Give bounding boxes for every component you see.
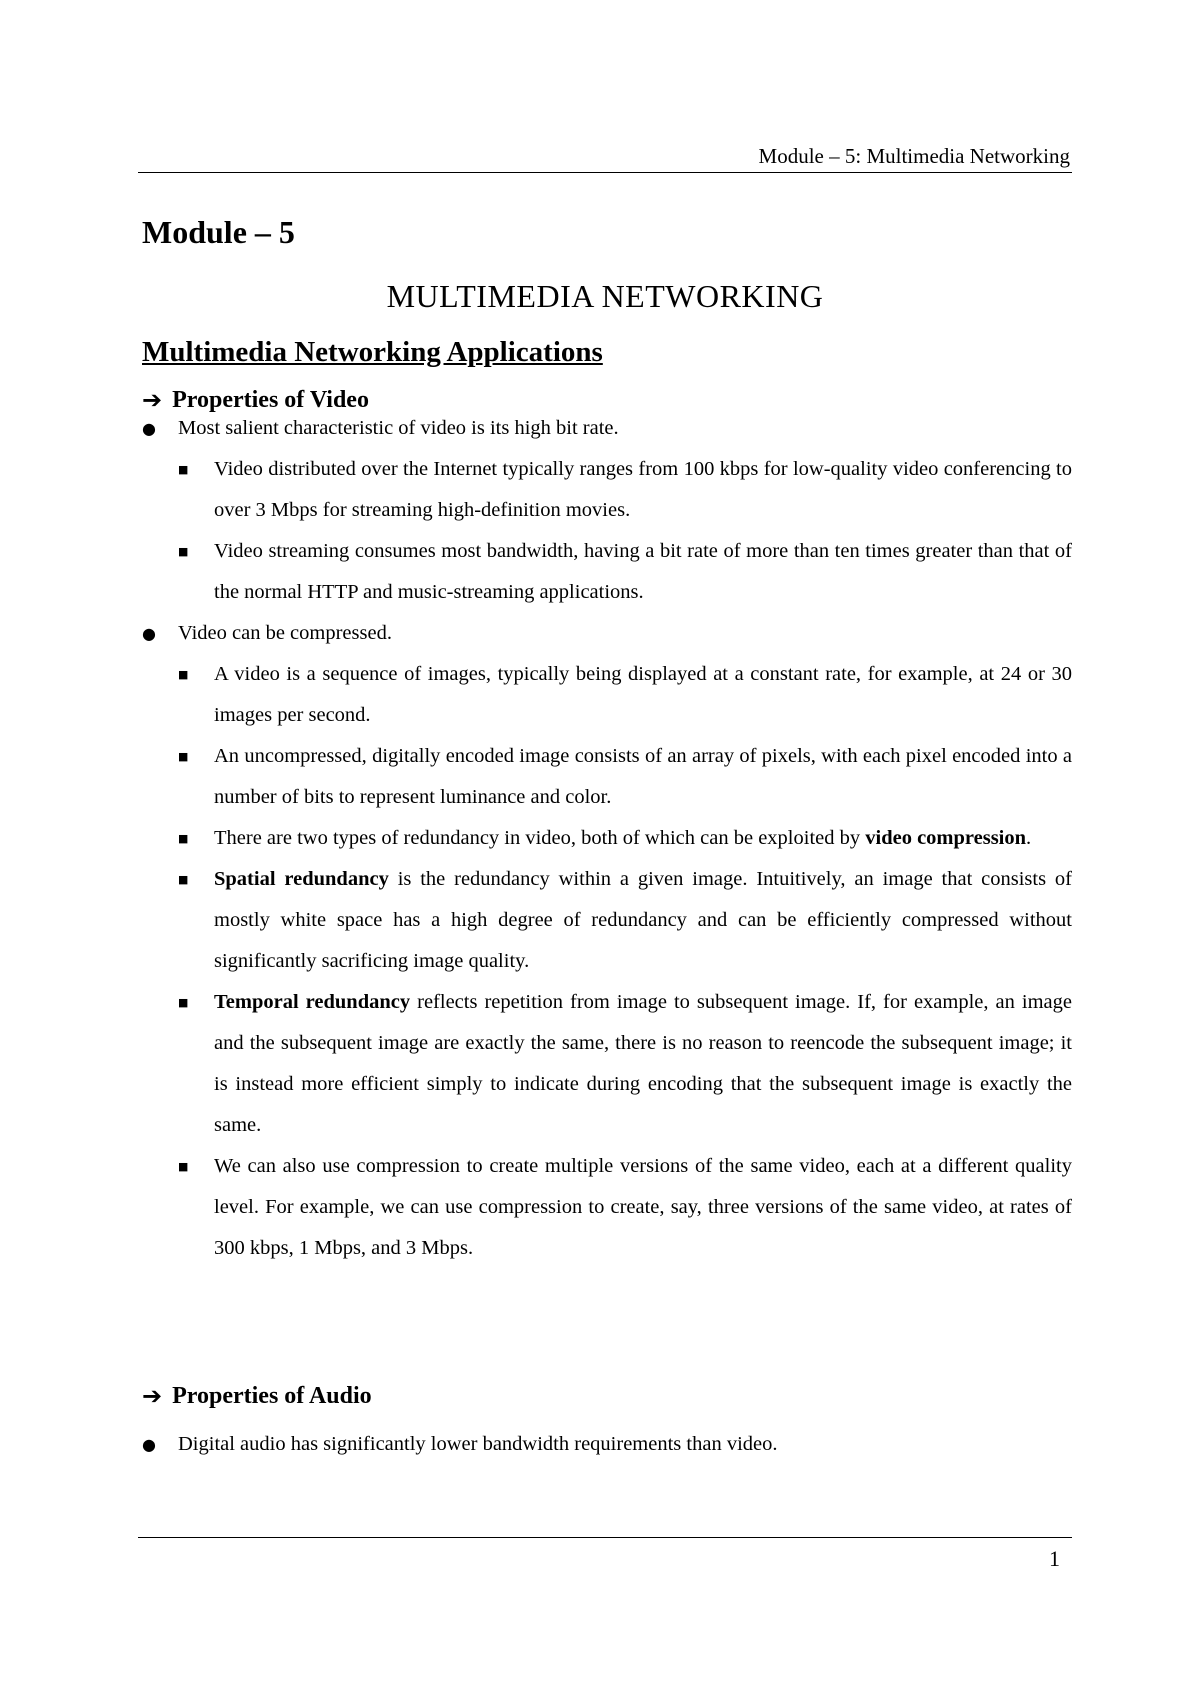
list-subitem-text: Video distributed over the Internet typically ranges from 100 kbps for low-quality video conferencing to over 3 Mbps for streaming high-definition movies. bbox=[214, 458, 1072, 521]
bold-term: video compression bbox=[865, 827, 1027, 849]
round-bullet-icon: ● bbox=[142, 1435, 156, 1454]
module-title: Module – 5 bbox=[142, 214, 295, 250]
header-rule bbox=[138, 172, 1072, 173]
footer-rule bbox=[138, 1537, 1072, 1538]
list-item bbox=[142, 1424, 1072, 1465]
list-subitem-text: A video is a sequence of images, typically being displayed at a constant rate, for example, at 24 or 30 images per second. bbox=[214, 663, 1072, 726]
square-bullet-icon: ■ bbox=[178, 668, 189, 681]
list-item-text: Digital audio has significantly lower bandwidth requirements than video. bbox=[178, 1433, 778, 1455]
bold-term: Temporal redundancy bbox=[214, 991, 411, 1013]
audio-heading-text: Properties of Audio bbox=[172, 1383, 372, 1409]
arrow-right-icon: ➔ bbox=[142, 1382, 163, 1410]
square-bullet-icon: ■ bbox=[178, 545, 189, 558]
square-bullet-icon: ■ bbox=[178, 1160, 189, 1173]
list-subitem bbox=[142, 736, 1072, 818]
list-subitem-text: reflects repetition from image to subsequent image. If, for example, an image and the subsequent image are exactly the same, there is no reason to reencode the subsequent image; it is instead more efficient simply to indicate during encoding that the subsequent image is exactly the same. bbox=[214, 991, 1072, 1136]
square-bullet-icon: ■ bbox=[178, 873, 189, 886]
list-subitem bbox=[142, 654, 1072, 736]
bold-term: Spatial redundancy bbox=[214, 868, 389, 890]
list-subitem-text: There are two types of redundancy in video, both of which can be exploited by bbox=[214, 827, 866, 849]
list-subitem bbox=[142, 1146, 1072, 1269]
video-properties-list bbox=[142, 408, 1072, 1269]
arrow-right-icon: ➔ bbox=[142, 386, 163, 414]
main-title: MULTIMEDIA NETWORKING bbox=[386, 278, 824, 314]
square-bullet-icon: ■ bbox=[178, 832, 189, 845]
audio-properties-list bbox=[142, 1424, 1072, 1465]
list-subitem-text: . bbox=[1026, 827, 1032, 849]
list-subitem-text: An uncompressed, digitally encoded image consists of an array of pixels, with each pixel encoded into a number of bits to represent luminance and color. bbox=[214, 745, 1072, 808]
list-item bbox=[142, 408, 1072, 449]
list-item-text: Most salient characteristic of video is its high bit rate. bbox=[178, 417, 619, 439]
list-subitem-text: is the redundancy within a given image. Intuitively, an image that consists of mostly white space has a high degree of redundancy and can be efficiently compressed without significantly sacrificing image quality. bbox=[214, 868, 1073, 972]
square-bullet-icon: ■ bbox=[178, 750, 189, 763]
list-item-text: Video can be compressed. bbox=[178, 622, 392, 644]
list-subitem-text: We can also use compression to create multiple versions of the same video, each at a different quality level. For example, we can use compression to create, say, three versions of the same video, at rates of 300 kbps, 1 Mbps, and 3 Mbps. bbox=[214, 1155, 1072, 1259]
list-item bbox=[142, 613, 1072, 654]
page-number: 1 bbox=[1049, 1546, 1060, 1571]
round-bullet-icon: ● bbox=[142, 624, 156, 643]
list-subitem bbox=[142, 818, 1072, 859]
square-bullet-icon: ■ bbox=[178, 996, 189, 1009]
square-bullet-icon: ■ bbox=[178, 463, 189, 476]
list-subitem bbox=[142, 982, 1072, 1146]
section-title: Multimedia Networking Applications bbox=[142, 336, 603, 368]
list-subitem-text: Video streaming consumes most bandwidth, having a bit rate of more than ten times greater than that of the normal HTTP and music-streaming applications. bbox=[214, 540, 1072, 603]
list-subitem bbox=[142, 531, 1072, 613]
video-heading-text: Properties of Video bbox=[172, 387, 369, 413]
list-subitem bbox=[142, 859, 1072, 982]
audio-properties-heading bbox=[142, 1381, 372, 1411]
running-header: Module – 5: Multimedia Networking bbox=[758, 144, 1070, 168]
list-subitem bbox=[142, 449, 1072, 531]
round-bullet-icon: ● bbox=[142, 419, 156, 438]
